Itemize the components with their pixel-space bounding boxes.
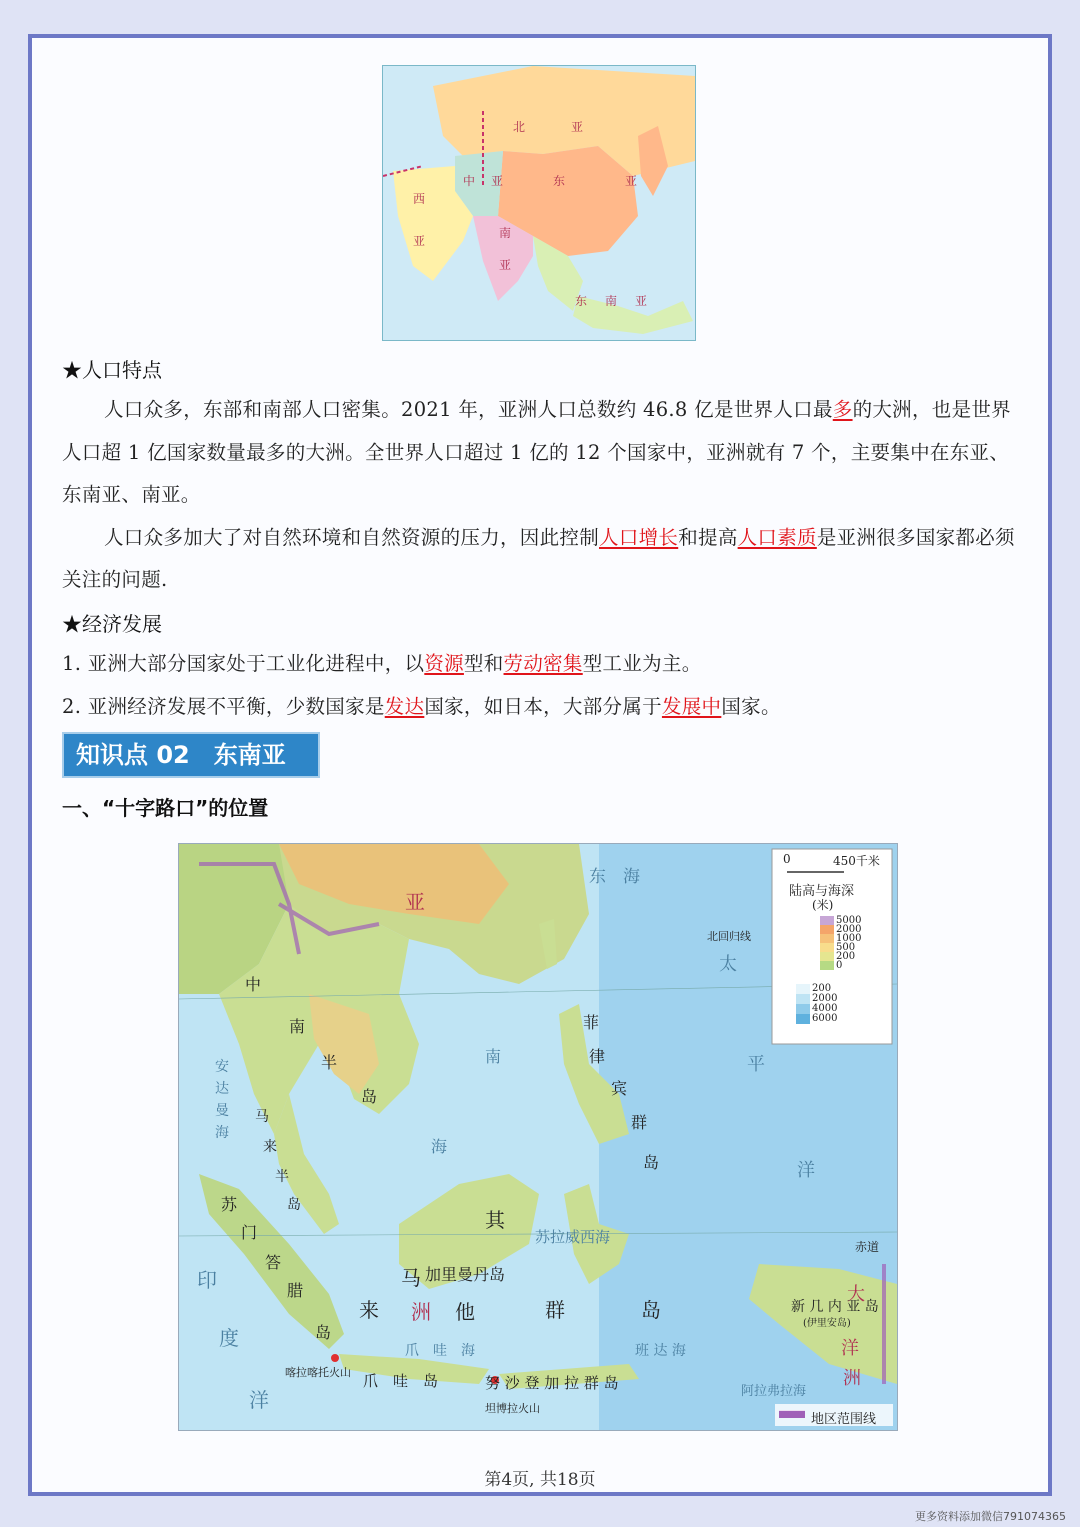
label-oceania-zhou: 洲	[843, 1368, 861, 1389]
label-arafura: 阿拉弗拉海	[741, 1384, 807, 1399]
label-java: 爪 哇 岛	[363, 1372, 439, 1390]
label-sumatra-4: 腊	[287, 1281, 304, 1300]
label-sulawesi-sea: 苏拉威西海	[535, 1228, 611, 1246]
population-paragraph-2: 人口众多加大了对自然环境和自然资源的压力，因此控制人口增长和提高人口素质是亚洲很多国家都必须关注的问题.	[62, 525, 1015, 591]
population-text	[62, 389, 1020, 602]
label-philippines-5: 岛	[643, 1153, 660, 1172]
highlight-most: 多	[832, 398, 853, 421]
label-indian-1: 印	[197, 1268, 217, 1292]
label-philippines-4: 群	[631, 1113, 648, 1132]
map-label-north-asia-2: 亚	[571, 120, 584, 134]
map-label-south-asia-1: 南	[499, 226, 512, 240]
map-label-south-asia-2: 亚	[499, 258, 512, 272]
section-title: 一、“十字路口”的位置	[62, 796, 269, 820]
map-label-east-asia-2: 亚	[625, 174, 638, 188]
label-equator: 赤道	[855, 1240, 880, 1254]
label-malay-arch-4: 岛	[641, 1298, 661, 1322]
label-sumatra-1: 苏	[221, 1195, 238, 1214]
label-papua: 新 几 内 亚 岛	[791, 1299, 879, 1315]
map-label-north-asia-1: 北	[513, 120, 526, 134]
highlight-developed: 发达	[384, 694, 425, 718]
economy-heading: ★经济发展	[62, 612, 162, 636]
population-paragraph-1: 人口众多，东部和南部人口密集。2021 年，亚洲人口总数约 46.8 亿是世界人口最多的大洲，也是世界人口超 1 亿国家数量最多的大洲。全世界人口超过 1 亿的 12 个国家中，亚洲就有 7 个，主要集中在东亚、东南亚、南亚。	[62, 398, 1011, 506]
page-footer: 第4页, 共18页	[484, 1470, 596, 1490]
label-andaman-2: 达	[215, 1081, 229, 1097]
label-oceania-yang: 洋	[841, 1338, 859, 1359]
label-indian-2: 度	[219, 1326, 239, 1350]
label-volcano-tambora: 坦博拉火山	[485, 1402, 540, 1415]
legend-sea-2000: 2000	[812, 993, 838, 1004]
label-sumatra-3: 答	[265, 1253, 282, 1272]
label-sumatra-5: 岛	[315, 1323, 332, 1342]
map-label-southeast-asia-2: 南	[605, 294, 618, 308]
legend-unit: (米)	[812, 898, 834, 912]
label-malay-1: 马	[255, 1109, 269, 1125]
label-philippines-1: 菲	[583, 1013, 600, 1032]
label-banda: 班 达 海	[635, 1343, 686, 1359]
map-label-west-asia-2: 亚	[413, 234, 426, 248]
map-label-southeast-asia-3: 亚	[635, 294, 648, 308]
label-andaman-1: 安	[215, 1059, 229, 1075]
knowledge-point-banner: 知识点 02 东南亚	[62, 732, 320, 778]
label-pacific-2: 平	[747, 1054, 765, 1075]
label-pacific-3: 洋	[797, 1160, 815, 1181]
label-zhongnan-1: 中	[245, 975, 262, 994]
label-volcano-krakatoa: 喀拉喀托火山	[285, 1366, 351, 1379]
label-oceania-da: 大	[847, 1284, 865, 1305]
label-zhongnan-2: 南	[289, 1017, 306, 1036]
label-andaman-4: 海	[215, 1125, 229, 1141]
label-kalimantan: 加里曼丹岛	[425, 1265, 506, 1284]
watermark-text: 更多资料添加微信791074365	[915, 1510, 1066, 1523]
legend-land-1000: 1000	[836, 933, 862, 944]
label-malay-4: 岛	[287, 1197, 301, 1213]
highlight-population-quality: 人口素质	[737, 525, 817, 549]
label-ya: 亚	[405, 890, 425, 914]
map-label-west-asia-1: 西	[413, 192, 426, 206]
map-label-central-asia-2: 亚	[491, 174, 504, 188]
label-malay-arch-3: 群	[545, 1298, 565, 1322]
label-asia-zhou: 洲	[411, 1300, 431, 1324]
label-others-qi: 其	[485, 1208, 505, 1232]
label-philippines-3: 宾	[611, 1079, 628, 1098]
label-indian-3: 洋	[249, 1388, 269, 1412]
southeast-asia-map	[178, 843, 898, 1431]
legend-sea-6000: 6000	[812, 1013, 838, 1024]
legend-land-2000: 2000	[836, 924, 862, 935]
map-label-southeast-asia-1: 东	[575, 294, 588, 308]
scale-max: 450千米	[833, 854, 880, 868]
label-java-sea: 爪 哇 海	[405, 1343, 475, 1359]
scale-zero: 0	[783, 852, 791, 866]
highlight-labor-intensive: 劳动密集	[503, 652, 583, 675]
label-zhongnan-4: 岛	[361, 1087, 378, 1106]
map-label-central-asia-1: 中	[463, 174, 476, 188]
label-philippines-2: 律	[589, 1047, 606, 1066]
label-malay-2: 来	[263, 1139, 277, 1155]
legend-title: 陆高与海深	[789, 884, 855, 899]
label-sumatra-2: 门	[241, 1223, 258, 1242]
highlight-population-growth: 人口增长	[599, 525, 679, 549]
highlight-developing: 发展中	[661, 694, 722, 718]
economy-text	[62, 643, 1020, 728]
label-south-sea-1: 南	[485, 1047, 502, 1066]
legend-land-5000: 5000	[836, 915, 862, 926]
legend-land-200: 200	[836, 951, 856, 962]
legend-sea-200: 200	[812, 983, 832, 994]
label-andaman-3: 曼	[215, 1103, 229, 1119]
highlight-resource: 资源	[424, 652, 464, 675]
label-east-sea: 东 海	[589, 867, 640, 887]
economy-item-1: 1. 亚洲大部分国家处于工业化进程中，以资源型和劳动密集型工业为主。	[62, 652, 702, 675]
label-pacific-1: 太	[719, 954, 737, 975]
label-malay-arch-1: 马	[401, 1266, 421, 1290]
legend-boundary: 地区范围线	[811, 1412, 877, 1427]
label-south-sea-2: 海	[431, 1137, 448, 1156]
label-irian: (伊里安岛)	[803, 1318, 851, 1329]
label-tropic: 北回归线	[707, 930, 751, 943]
map-label-east-asia-1: 东	[553, 174, 566, 188]
label-others-ta: 他	[455, 1300, 475, 1324]
label-malay-3: 半	[275, 1169, 289, 1185]
economy-item-2: 2. 亚洲经济发展不平衡，少数国家是发达国家，如日本，大部分属于发展中国家。	[62, 694, 781, 718]
legend-land-500: 500	[836, 942, 856, 953]
label-zhongnan-3: 半	[321, 1053, 338, 1072]
legend-sea-4000: 4000	[812, 1003, 838, 1014]
label-malay-arch-2: 来	[359, 1298, 379, 1322]
label-nusa: 努 沙 登 加 拉 群 岛	[485, 1374, 619, 1392]
legend-land-0: 0	[836, 960, 843, 971]
asia-regions-map	[382, 65, 696, 341]
population-heading: ★人口特点	[62, 358, 162, 382]
